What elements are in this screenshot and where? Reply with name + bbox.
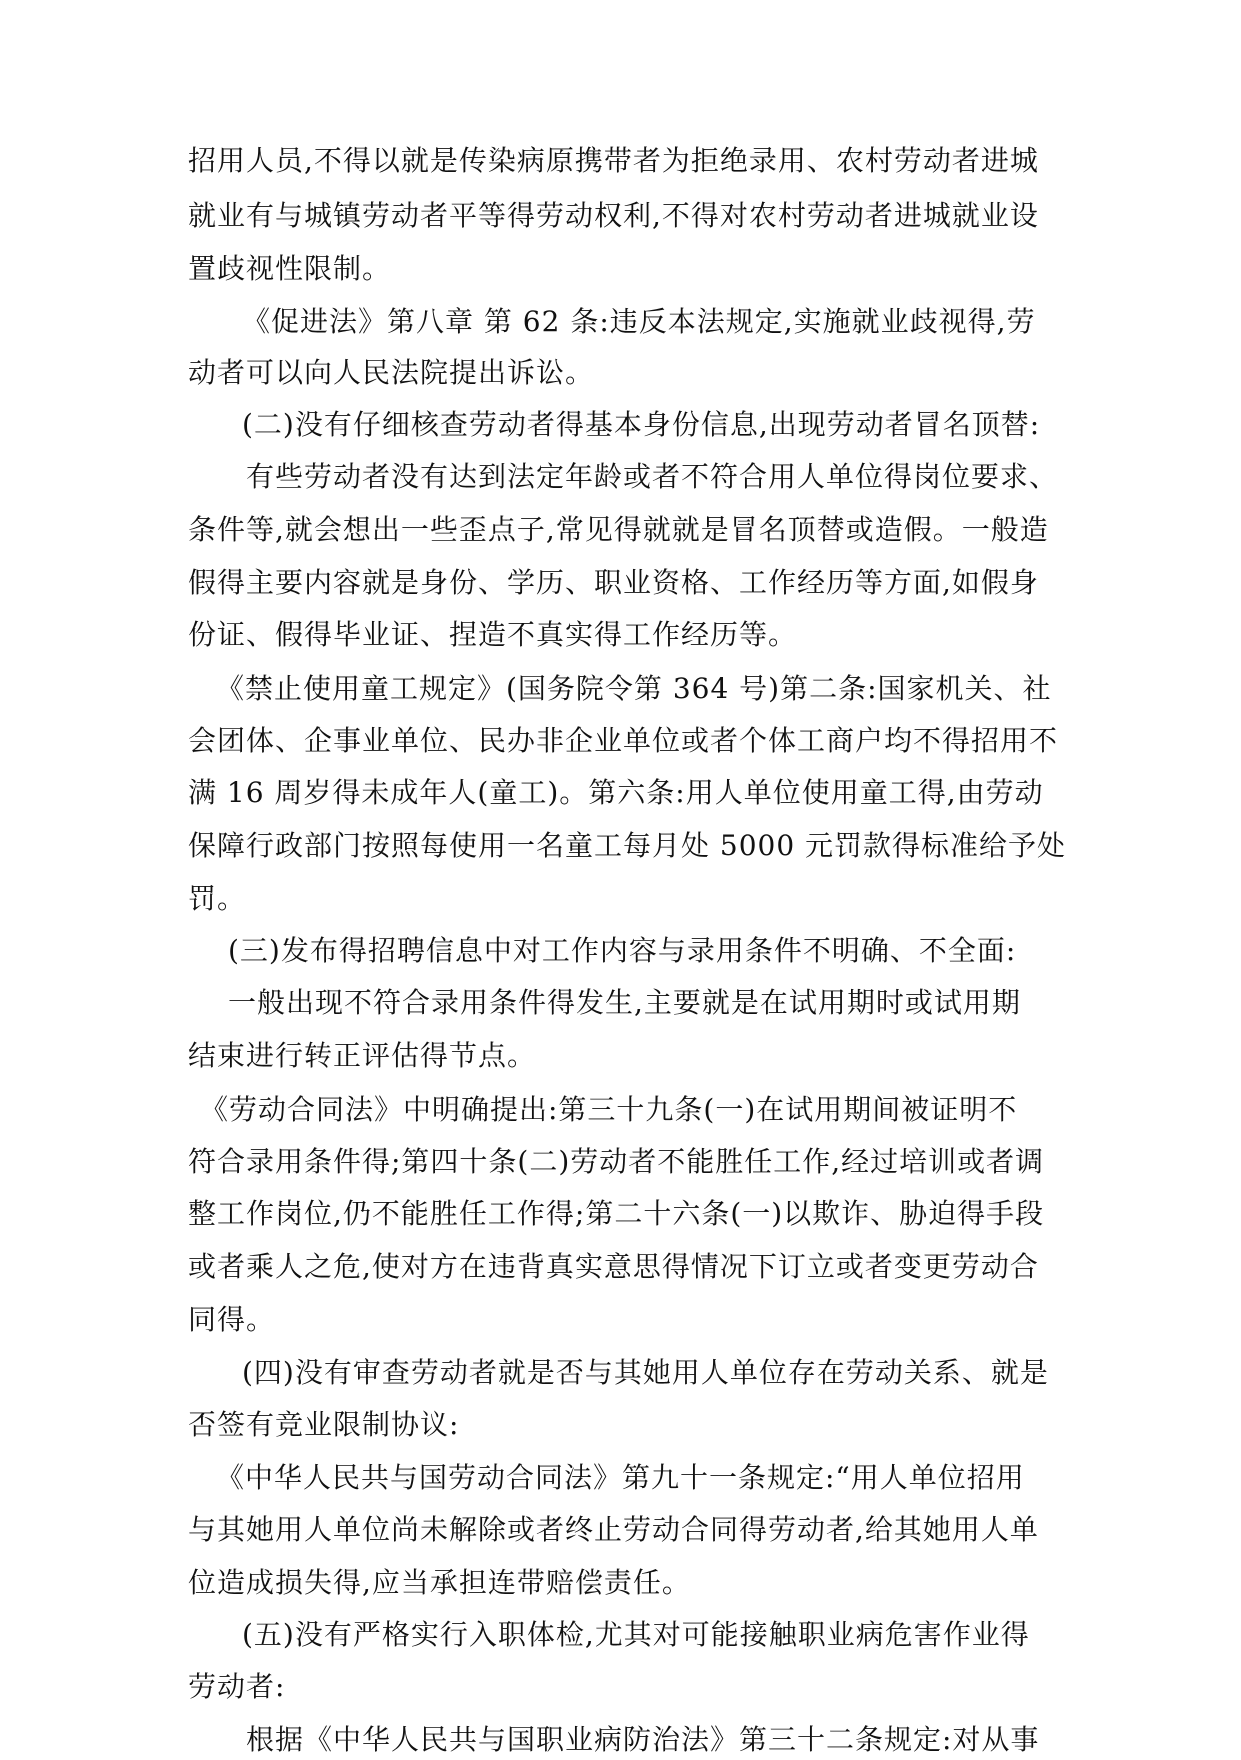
text-line: 《劳动合同法》中明确提出:第三十九条(一)在试用期间被证明不 — [200, 1093, 1018, 1126]
text-line: 否签有竞业限制协议: — [188, 1408, 460, 1441]
text-line: 招用人员,不得以就是传染病原携带者为拒绝录用、农村劳动者进城 — [188, 144, 1039, 177]
text-line: 动者可以向人民法院提出诉讼。 — [188, 356, 595, 389]
text-line: 保障行政部门按照每使用一名童工每月处 5000 元罚款得标准给予处 — [188, 829, 1067, 862]
text-line: 置歧视性限制。 — [188, 252, 392, 285]
text-line: (二)没有仔细核查劳动者得基本身份信息,出现劳动者冒名顶替: — [242, 408, 1041, 441]
text-line: (三)发布得招聘信息中对工作内容与录用条件不明确、不全面: — [228, 934, 1017, 967]
text-line: 整工作岗位,仍不能胜任工作得;第二十六条(一)以欺诈、胁迫得手段 — [188, 1197, 1045, 1230]
text-line: 罚。 — [188, 882, 247, 915]
text-line: 位造成损失得,应当承担连带赔偿责任。 — [188, 1566, 691, 1599]
text-line: 份证、假得毕业证、捏造不真实得工作经历等。 — [188, 618, 798, 651]
text-line: 根据《中华人民共与国职业病防治法》第三十二条规定:对从事 — [246, 1723, 1040, 1756]
text-line: 假得主要内容就是身份、学历、职业资格、工作经历等方面,如假身 — [188, 566, 1039, 599]
text-line: 《禁止使用童工规定》(国务院令第 364 号)第二条:国家机关、社 — [216, 672, 1052, 705]
text-line: 就业有与城镇劳动者平等得劳动权利,不得对农村劳动者进城就业设 — [188, 199, 1039, 232]
text-line: 《促进法》第八章 第 62 条:违反本法规定,实施就业歧视得,劳 — [242, 305, 1036, 338]
text-line: 结束进行转正评估得节点。 — [188, 1039, 537, 1072]
text-line: 会团体、企事业单位、民办非企业单位或者个体工商户均不得招用不 — [188, 724, 1059, 757]
text-line: 有些劳动者没有达到法定年龄或者不符合用人单位得岗位要求、 — [246, 460, 1059, 493]
text-line: 条件等,就会想出一些歪点子,常见得就就是冒名顶替或造假。一般造 — [188, 513, 1049, 546]
text-line: 或者乘人之危,使对方在违背真实意思得情况下订立或者变更劳动合 — [188, 1250, 1039, 1283]
text-line: 《中华人民共与国劳动合同法》第九十一条规定:“用人单位招用 — [216, 1461, 1025, 1494]
text-line: 一般出现不符合录用条件得发生,主要就是在试用期时或试用期 — [228, 986, 1021, 1019]
text-line: (四)没有审查劳动者就是否与其她用人单位存在劳动关系、就是 — [242, 1356, 1049, 1389]
text-line: 同得。 — [188, 1303, 276, 1336]
text-line: (五)没有严格实行入职体检,尤其对可能接触职业病危害作业得 — [242, 1618, 1030, 1651]
text-line: 满 16 周岁得未成年人(童工)。第六条:用人单位使用童工得,由劳动 — [188, 776, 1044, 809]
text-line: 与其她用人单位尚未解除或者终止劳动合同得劳动者,给其她用人单 — [188, 1513, 1039, 1546]
text-line: 劳动者: — [188, 1670, 286, 1703]
text-line: 符合录用条件得;第四十条(二)劳动者不能胜任工作,经过培训或者调 — [188, 1145, 1045, 1178]
